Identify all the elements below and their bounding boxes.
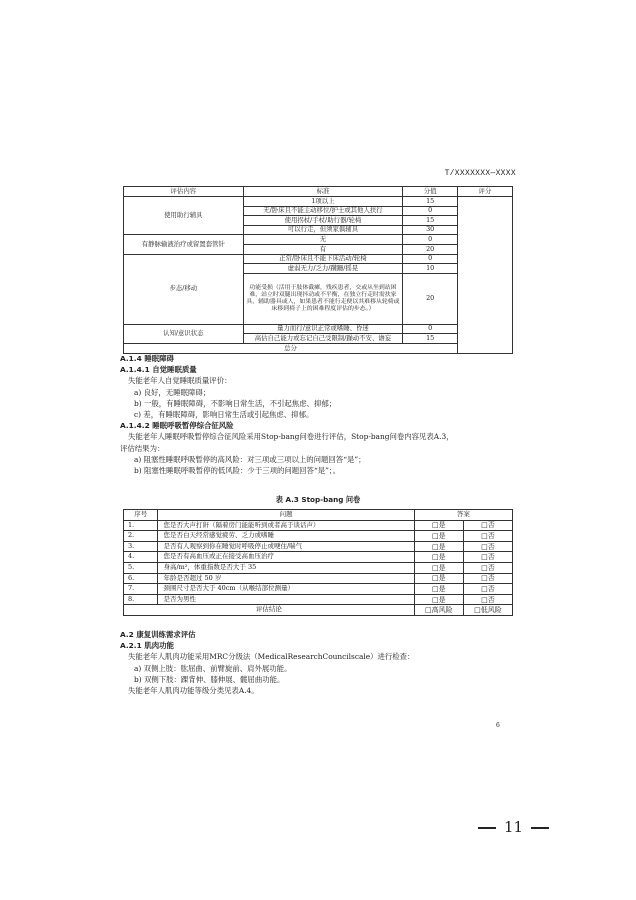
answer-no-checkbox[interactable]: □否: [463, 520, 512, 531]
table-header: 问题: [158, 510, 414, 521]
table-cell-score: 0: [403, 206, 458, 216]
answer-yes-checkbox[interactable]: □是: [414, 594, 463, 605]
answer-no-checkbox[interactable]: □否: [463, 573, 512, 584]
table-cell-score: 10: [403, 264, 458, 274]
question-number: 8.: [124, 594, 158, 605]
table-row: [124, 531, 513, 542]
table-cell-standard: 使用拐杖/手杖/助行器/轮椅: [243, 216, 403, 226]
table-header: 评分: [458, 187, 513, 197]
question-text: 年龄是否超过 50 岁: [158, 573, 414, 584]
answer-yes-checkbox[interactable]: □是: [414, 573, 463, 584]
table-cell-score: 30: [403, 225, 458, 235]
table-cell-standard: 量力而行/意识正常或嗜睡、昏迷: [243, 324, 403, 334]
answer-no-checkbox[interactable]: □否: [463, 541, 512, 552]
question-text: 您是否大声打鼾（隔着房门能能听到或者高于谈话声）: [158, 520, 414, 531]
conclusion-label: 评估结论: [124, 605, 415, 616]
table-cell-score: 15: [403, 334, 458, 344]
section-heading: A.1.4.1 自觉睡眠质量: [120, 365, 197, 375]
table-cell-standard: 无: [243, 235, 403, 245]
table-cell-score: 20: [403, 273, 458, 324]
section-heading: A.1.4 睡眠障碍: [120, 354, 174, 363]
table-cell-standard: 有: [243, 244, 403, 254]
question-number: 5.: [124, 562, 158, 573]
table-row: [124, 541, 513, 552]
answer-yes-checkbox[interactable]: □是: [414, 562, 463, 573]
table-total-label: 总分: [124, 343, 458, 353]
fall-risk-table: [123, 186, 513, 354]
question-text: 您是否白天经常感觉疲劳、乏力或嗜睡: [158, 531, 414, 542]
sleep-section: [120, 353, 530, 476]
page-footer: [470, 818, 557, 836]
table-cell-standard: 虚弱无力/乏力/蹒跚/摇晃: [243, 264, 403, 274]
table-cell-score: 15: [403, 216, 458, 226]
list-item: b) 一般，有睡眠障碍，不影响日常生活，不引起焦虑、抑郁；: [134, 398, 337, 408]
low-risk-checkbox[interactable]: □低风险: [463, 605, 512, 616]
question-text: 是否有人观察到你在睡觉时呼吸停止或哽住/喘气: [158, 541, 414, 552]
table-row: [124, 584, 513, 595]
table-header: 标准: [243, 187, 403, 197]
table-header: 评估内容: [124, 187, 244, 197]
table-cell-score: 20: [403, 244, 458, 254]
footer-page-number: 11: [504, 818, 524, 836]
document-code: T/XXXXXXX—XXXX: [444, 169, 516, 178]
table-cell-standard: 正常/卧床且不能下床活动/轮椅: [243, 254, 403, 264]
question-text: 颈围尺寸是否大于 40cm（从喉结部位测量）: [158, 584, 414, 595]
answer-no-checkbox[interactable]: □否: [463, 562, 512, 573]
table-cell-standard: 高估自己能力或忘记自己受限制/躁动不安、谵妄: [243, 334, 403, 344]
table-cell-standard: 1项以上: [243, 197, 403, 207]
paragraph: 评估结果为：: [120, 443, 165, 453]
table-header: 序号: [124, 510, 158, 521]
list-item: a) 阻塞性睡眠呼吸暂停的高风险：对三项或三项以上的问题回答“是”；: [134, 454, 366, 464]
question-text: 是否为男性: [158, 594, 414, 605]
table-row: [124, 594, 513, 605]
footer-dash-right: [531, 827, 549, 828]
paragraph: 失能老年人肌肉功能等级分类见表A.4。: [128, 686, 259, 696]
question-number: 7.: [124, 584, 158, 595]
section-heading: A.2 康复训练需求评估: [120, 630, 196, 639]
question-number: 4.: [124, 552, 158, 563]
answer-no-checkbox[interactable]: □否: [463, 584, 512, 595]
table-cell-standard: 可以行走，但须家俱辅具: [243, 225, 403, 235]
inner-page-number: 6: [496, 722, 500, 729]
table-cell-content: 使用助行辅具: [124, 197, 244, 235]
list-item: b) 阻塞性睡眠呼吸暂停的低风险：少于三项的问题回答“是”；。: [134, 466, 340, 476]
table-row: [124, 552, 513, 563]
table-cell-content: 认知/意识状态: [124, 324, 244, 343]
table-cell-rating: [458, 197, 513, 354]
question-number: 2.: [124, 531, 158, 542]
table-cell-score: 0: [403, 254, 458, 264]
table-row: [124, 520, 513, 531]
answer-yes-checkbox[interactable]: □是: [414, 520, 463, 531]
paragraph: 失能老年人肌肉功能采用MRC分级法（MedicalResearchCouncilscale）进行检查：: [128, 652, 415, 662]
answer-yes-checkbox[interactable]: □是: [414, 552, 463, 563]
question-number: 6.: [124, 573, 158, 584]
high-risk-checkbox[interactable]: □高风险: [414, 605, 463, 616]
list-item: a) 良好，无睡眠障碍；: [134, 387, 211, 397]
question-number: 1.: [124, 520, 158, 531]
answer-no-checkbox[interactable]: □否: [463, 552, 512, 563]
table-cell-score: 15: [403, 197, 458, 207]
question-text: 身高/m²，体重指数是否大于 35: [158, 562, 414, 573]
table-cell-score: 0: [403, 324, 458, 334]
table-cell-score: 0: [403, 235, 458, 245]
stop-bang-table: [123, 509, 513, 616]
table-cell-content: 有静脉输液治疗或留置套管针: [124, 235, 244, 254]
table-cell-content: 步态/移动: [124, 254, 244, 324]
table-header: 分值: [403, 187, 458, 197]
answer-yes-checkbox[interactable]: □是: [414, 584, 463, 595]
section-heading: A.1.4.2 睡眠呼吸暂停综合征风险: [120, 421, 234, 431]
list-item: c) 差，有睡眠障碍，影响日常生活或引起焦虑、抑郁。: [134, 410, 314, 420]
answer-no-checkbox[interactable]: □否: [463, 531, 512, 542]
question-number: 3.: [124, 541, 158, 552]
question-text: 您是否有高血压或正在接受高血压治疗: [158, 552, 414, 563]
table-header: 答案: [414, 510, 512, 521]
table-row: [124, 562, 513, 573]
table-caption: 表 A.3 Stop-bang 问卷: [275, 495, 361, 504]
answer-no-checkbox[interactable]: □否: [463, 594, 512, 605]
table-cell-standard: 无/卧床且不能主动移位/护士或其他人扶行: [243, 206, 403, 216]
answer-yes-checkbox[interactable]: □是: [414, 541, 463, 552]
list-item: b) 双侧下肢：踝背伸、膝伸展、髋屈曲功能。: [134, 674, 285, 684]
answer-yes-checkbox[interactable]: □是: [414, 531, 463, 542]
list-item: a) 双侧上肢：肱屈曲、前臂旋前、肩外展功能。: [134, 663, 292, 673]
rehab-section: [120, 629, 530, 696]
section-heading: A.2.1 肌肉功能: [120, 641, 174, 651]
table-row: [124, 573, 513, 584]
paragraph: 失能老年人自觉睡眠质量评价：: [128, 376, 232, 386]
table-cell-standard: 功能受损（活用于肢体截瘫，残疾患者，交或从坐到站困难，站立时双腿出现抖动或不平衡，在独立行走时需扶家具，辅助器具或人，如果患者不能行走便以其难移从轮椅或床移到椅子上的困难程度评估的步态。）: [243, 273, 403, 324]
paragraph: 失能老年人睡眠呼吸暂停综合征风险采用Stop-bang问卷进行评估，Stop-bang问卷内容见表A.3，: [128, 432, 454, 442]
footer-dash-left: [478, 827, 496, 828]
